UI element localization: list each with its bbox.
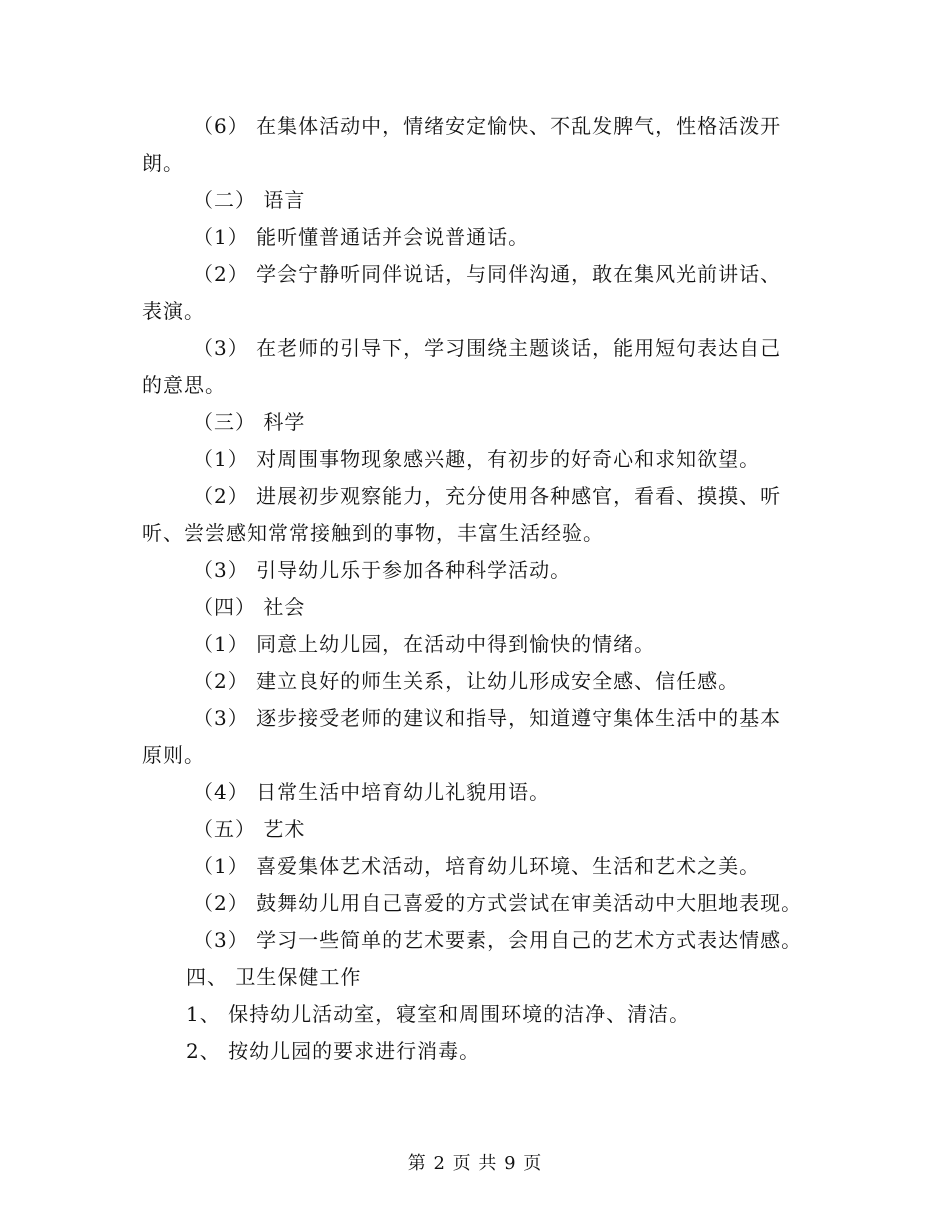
language-item-2-line-1: （2） 学会宁静听同伴说话，与同伴沟通，敢在集风光前讲话、: [193, 262, 782, 286]
art-item-2: （2） 鼓舞幼儿用自己喜爱的方式尝试在审美活动中大胆地表现。: [193, 891, 803, 915]
science-item-1: （1） 对周围事物现象感兴趣，有初步的好奇心和求知欲望。: [193, 447, 761, 471]
language-item-3-line-1: （3） 在老师的引导下，学习围绕主题谈话，能用短句表达自己: [193, 336, 782, 360]
item-6-line-2: 朗。: [142, 151, 184, 175]
document-body: [142, 108, 812, 1070]
art-item-3: （3） 学习一些简单的艺术要素，会用自己的艺术方式表达情感。: [193, 928, 803, 952]
language-item-3-line-2: 的意思。: [142, 373, 226, 397]
section-heading-society: （四） 社会: [193, 595, 306, 619]
society-item-1: （1） 同意上幼儿园，在活动中得到愉快的情绪。: [193, 632, 656, 656]
item-6-line-1: （6） 在集体活动中，情绪安定愉快、不乱发脾气，性格活泼开: [193, 114, 782, 138]
section-heading-art: （五） 艺术: [193, 817, 306, 841]
science-item-3: （3） 引导幼儿乐于参加各种科学活动。: [193, 558, 572, 582]
page-number: 第 2 页 共 9 页: [407, 1153, 543, 1174]
society-item-2: （2） 建立良好的师生关系，让幼儿形成安全感、信任感。: [193, 669, 740, 693]
society-item-3-line-1: （3） 逐步接受老师的建议和指导，知道遵守集体生活中的基本: [193, 706, 782, 730]
section-heading-language: （二） 语言: [193, 188, 306, 212]
science-item-2-line-2: 听、尝尝感知常常接触到的事物，丰富生活经验。: [142, 521, 604, 545]
art-item-1: （1） 喜爱集体艺术活动，培育幼儿环境、生活和艺术之美。: [193, 854, 761, 878]
health-item-1: 1、 保持幼儿活动室，寝室和周围环境的洁净、清洁。: [186, 1002, 691, 1026]
science-item-2-line-1: （2） 进展初步观察能力，充分使用各种感官，看看、摸摸、听: [193, 484, 782, 508]
language-item-2-line-2: 表演。: [142, 299, 205, 323]
society-item-3-line-2: 原则。: [142, 743, 205, 767]
health-item-2: 2、 按幼儿园的要求进行消毒。: [186, 1039, 481, 1063]
society-item-4: （4） 日常生活中培育幼儿礼貌用语。: [193, 780, 551, 804]
language-item-1: （1） 能听懂普通话并会说普通话。: [193, 225, 530, 249]
section-heading-health: 四、 卫生保健工作: [186, 965, 362, 989]
section-heading-science: （三） 科学: [193, 410, 306, 434]
